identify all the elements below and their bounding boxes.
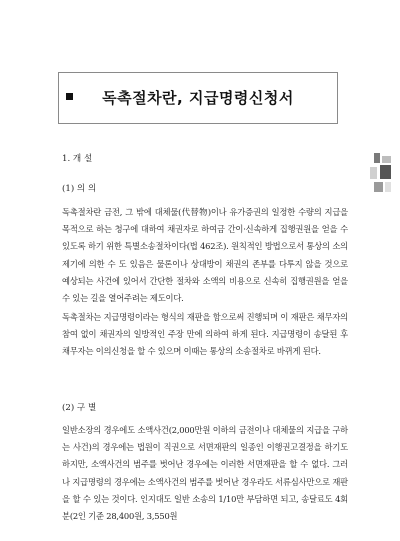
- subsection-heading-meaning: (1) 의 의: [62, 184, 97, 194]
- subsection-heading-distinction: (2) 구 별: [62, 403, 97, 413]
- paragraph-distinction: 일반소장의 경우에도 소액사건(2,000만원 이하의 금전이나 대체물의 지급을 구하는 사건)의 경우에는 법원이 직권으로 서면재판의 일종인 이행권고결정을 하기도 하지만, 소액사건의 범주를 벗어난 경우에는 이러한 서면재판을 할 수 없다. 그러나 지급명령의 경우에는 소액사건의 범주를 벗어난 경우라도 서류심사만으로 재판을 할 수 있는 것이다. 인지대도 일반 소송의 1/10만 부담하면 되고, 송달료도 4회분(2인 기준 28,400원, 3,550원: [62, 425, 348, 522]
- paragraph-definition: 독촉절차란 금전, 그 밖에 대체물(代替物)이나 유가증권의 일정한 수량의 지급을 목적으로 하는 청구에 대하여 채권자로 하여금 간이·신속하게 집행권원을 얻을 수 있도록 하기 위한 특별소송절차이다(법 462조). 원칙적인 방법으로서 통상의 소의 제기에 의한 수 도 있음은 물론이나 상대방이 채권의 존부를 다투지 않을 것으로 예상되는 사건에 있어서 간단한 절차와 소액의 비용으로 신속히 집행권원을 얻을 수 있는 길을 열어주려는 제도이다.: [62, 207, 348, 304]
- document-title: 독촉절차란, 지급명령신청서: [102, 89, 294, 107]
- section-heading: 1. 개 설: [62, 154, 93, 164]
- paragraph-procedure: 독촉절차는 지급명령이라는 형식의 재판을 함으로써 진행되며 이 재판은 채무자의 참여 없이 채권자의 일방적인 주장 만에 의하여 하게 된다. 지급명령이 송달된 후 채무자는 이의신청을 할 수 있으며 이때는 통상의 소송절차로 바뀌게 된다.: [62, 312, 348, 357]
- title-box: [58, 72, 338, 124]
- decorative-blocks-icon: [370, 153, 395, 193]
